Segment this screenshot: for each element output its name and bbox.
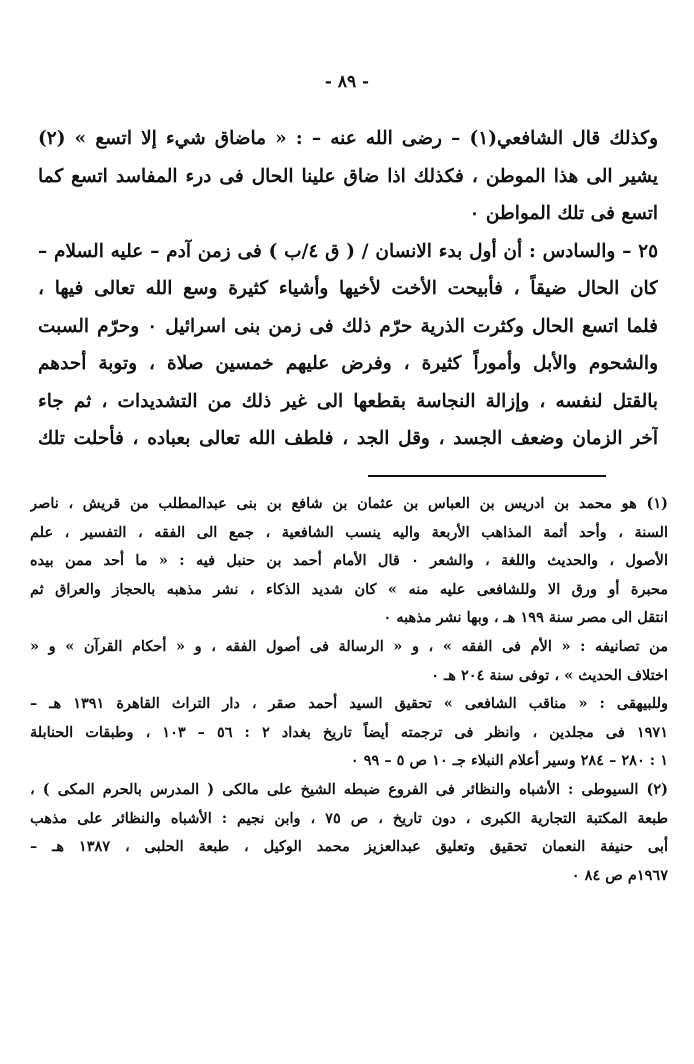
- footnote-line: أبى حنيفة النعمان تحقيق وتعليق عبدالعزيز محمد الوكيل ، طبعة الحلبى ، ١٣٨٧ هـ –: [30, 838, 668, 856]
- main-text-line: يشير الى هذا الموطن ، فكذلك اذا ضاق علينا الحال فى درء المفاسد اتسع كما: [38, 165, 658, 187]
- main-text-line: ٢٥ – والسادس : أن أول بدء الانسان / ( ق ٤/ب ) فى زمن آدم – عليه السلام –: [38, 240, 658, 262]
- footnote-line: (١) هو محمد بن ادريس بن العباس بن عثمان بن شافع بن بنى عبدالمطلب من قريش ، ناصر: [30, 495, 668, 512]
- footnote-line: الأصول ، والحديث واللغة ، والشعر ٠ قال الأمام أحمد بن حنبل فيه : « ما أحد ممن بيده: [30, 552, 668, 570]
- footnote-line: طبعة المكتبة التجارية الكبرى ، دون تاريخ ، ص ٧٥ ، وابن نجيم : الأشباه والنظائر على مذهب: [30, 809, 668, 827]
- footnote-line: محبرة أو ورق الا وللشافعى عليه منه » كان شديد الذكاء ، نشر مذهبه بالحجاز والعراق ثم: [30, 580, 668, 598]
- main-text-line: اتسع فى تلك المواطن ٠: [469, 203, 658, 224]
- footnote-line: انتقل الى مصر سنة ١٩٩ هـ ، وبها نشر مذهبه ٠: [383, 609, 668, 627]
- footnote-line: ١٩٦٧م ص ٨٤ ٠: [571, 866, 668, 884]
- main-text-line: وكذلك قال الشافعي(١) – رضى الله عنه – : « ماضاق شيء إلا اتسع » (٢): [38, 128, 658, 149]
- footnote-line: وللبيهقى : « مناقب الشافعى » تحقيق السيد أحمد صقر ، دار التراث القاهرة ١٣٩١ هـ –: [30, 695, 668, 713]
- page-number: - ٨٩ -: [324, 72, 370, 92]
- footnote-line: ١ : ٢٨٠ – ٢٨٤ وسير أعلام النبلاء جـ ١٠ ص ٥ – ٩٩ ٠: [350, 752, 668, 770]
- main-text-line: بالقتل لنفسه ، وإزالة النجاسة بقطعها الى غير ذلك من التشديدات ، ثم جاء: [38, 390, 658, 412]
- footnote-line: اختلاف الحديث » ، توفى سنة ٢٠٤ هـ ٠: [431, 666, 668, 684]
- footnotes: [30, 490, 668, 890]
- main-text-line: كان الحال ضيقاً ، فأبيحت الأخت لأخيها وأشياء كثيرة وسع الله تعالى فيها ،: [38, 278, 658, 299]
- footnote-line: من تصانيفه : « الأم فى الفقه » ، و « الرسالة فى أصول الفقه ، و « أحكام القرآن » و «: [30, 637, 668, 655]
- main-text: [38, 120, 658, 458]
- footnote-separator: [368, 475, 606, 477]
- main-text-line: والشحوم والأبل وأموراً كثيرة ، وفرض عليهم خمسين صلاة ، وتوبة أحدهم: [38, 353, 658, 374]
- main-text-line: فلما اتسع الحال وكثرت الذرية حرّم ذلك فى زمن بنى اسرائيل ٠ وحرّم السبت: [38, 315, 658, 337]
- footnote-line: (٢) السيوطى : الأشباه والنظائر فى الفروع ضبطه الشيخ على مالكى ( المدرس بالحرم المكى ) ،: [30, 780, 668, 798]
- footnote-line: ١٩٧١ فى مجلدين ، وانظر فى ترجمته أيضاً تاريخ بغداد ٢ : ٥٦ – ١٠٣ ، وطبقات الحنابلة: [30, 723, 668, 741]
- main-text-line: آخر الزمان وضعف الجسد ، وقل الجد ، فلطف الله تعالى بعباده ، فأحلت تلك: [38, 428, 658, 449]
- footnote-line: السنة ، وأحد أئمة المذاهب الأربعة واليه ينسب الشافعية ، جمع الى الفقه ، التفسير ، علم: [30, 523, 668, 541]
